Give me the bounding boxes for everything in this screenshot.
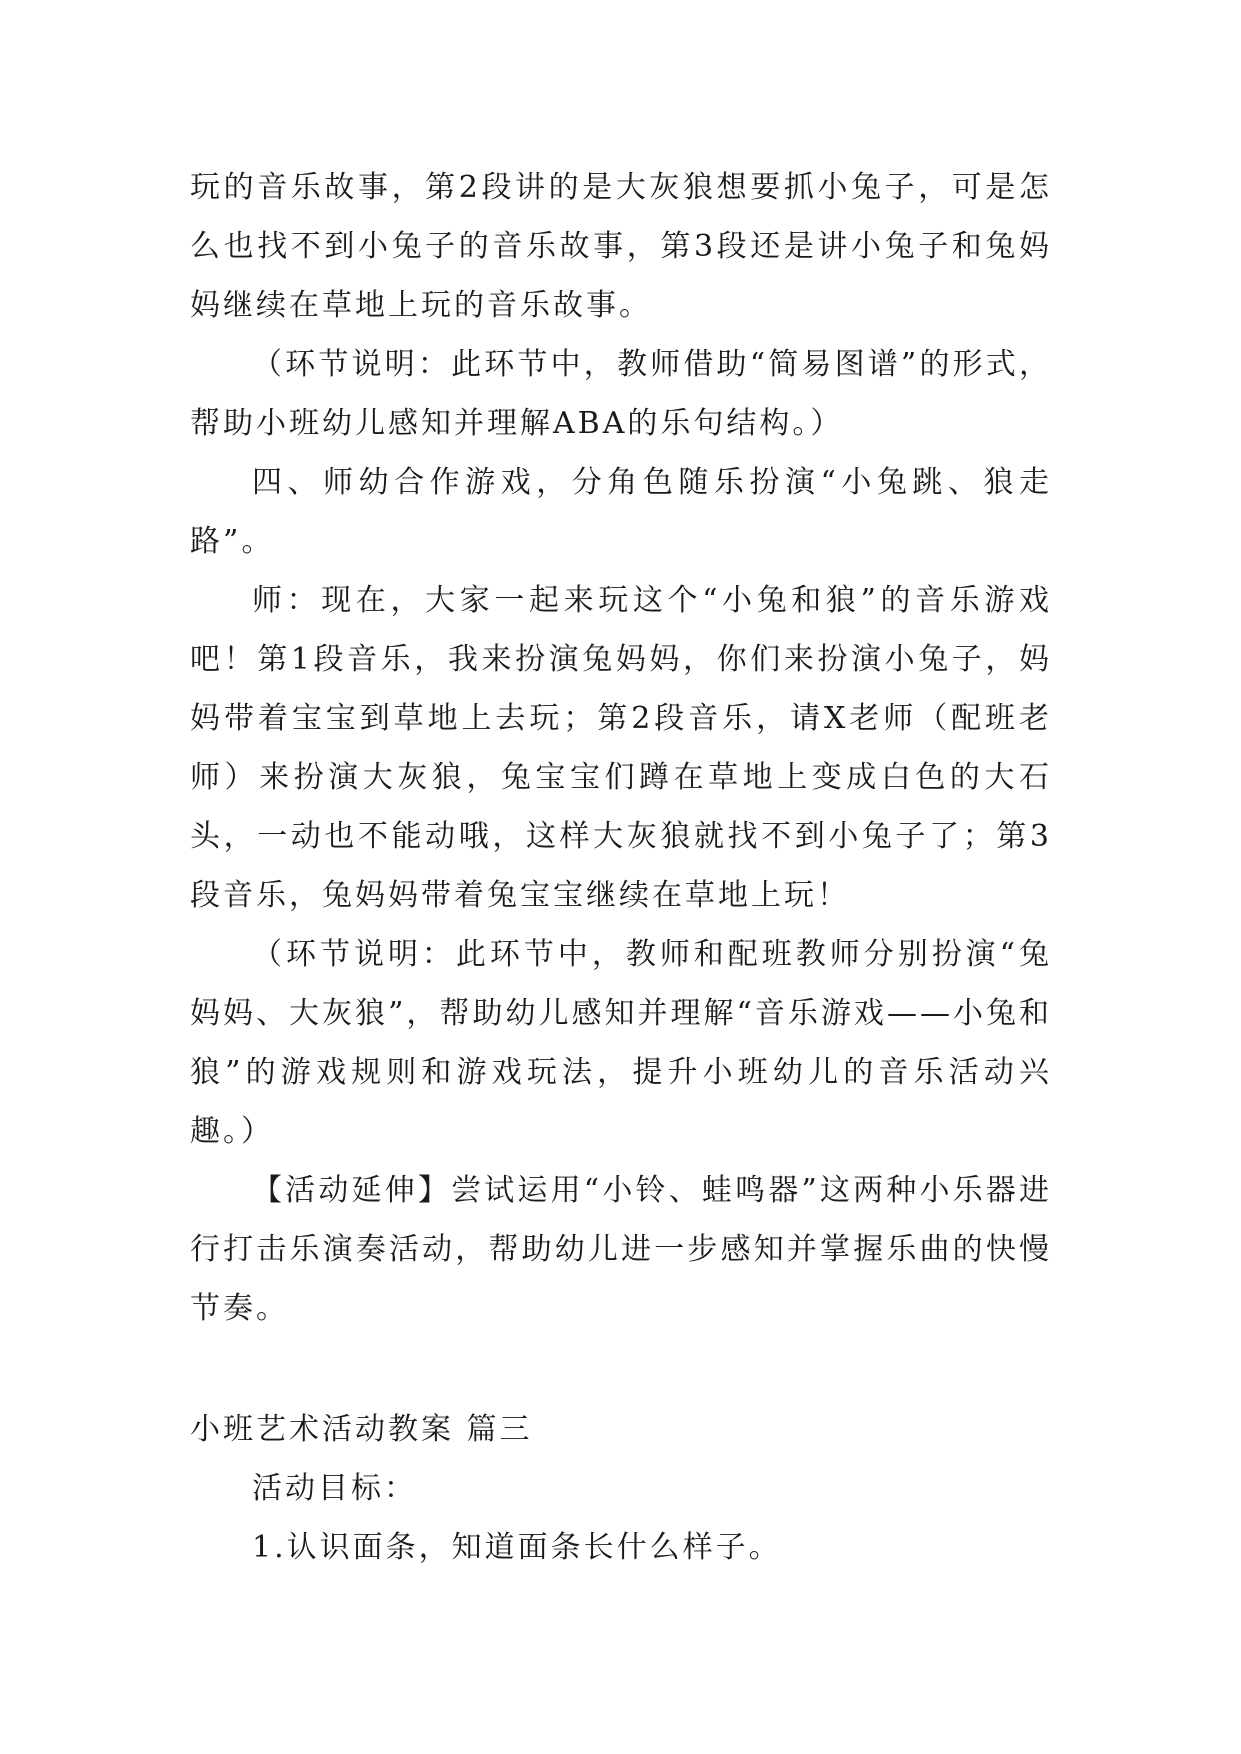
document-body [190,158,1052,1577]
paragraph-teacher-speech: 师：现在，大家一起来玩这个“小兔和狼”的音乐游戏吧！第1段音乐，我来扮演兔妈妈，你们来扮演小兔子，妈妈带着宝宝到草地上去玩；第2段音乐，请X老师（配班老师）来扮演大灰狼，兔宝宝们蹲在草地上变成白色的大石头，一动也不能动哦，这样大灰狼就找不到小兔子了；第3段音乐，兔妈妈带着兔宝宝继续在草地上玩！ [190,583,1052,913]
paragraph-note-2: （环节说明：此环节中，教师和配班教师分别扮演“兔妈妈、大灰狼”，帮助幼儿感知并理解“音乐游戏——小兔和狼”的游戏规则和游戏玩法，提升小班幼儿的音乐活动兴趣。） [190,937,1052,1149]
paragraph-activity-goals: 活动目标： [252,1471,417,1506]
section-heading: 小班艺术活动教案 篇三 [190,1412,533,1447]
paragraph-goal-one: 1.认识面条，知道面条长什么样子。 [252,1530,782,1565]
paragraph-story-continuation: 玩的音乐故事，第2段讲的是大灰狼想要抓小兔子，可是怎么也找不到小兔子的音乐故事，第3段还是讲小兔子和兔妈妈继续在草地上玩的音乐故事。 [190,170,1052,323]
paragraph-step-four: 四、师幼合作游戏，分角色随乐扮演“小兔跳、狼走路”。 [190,465,1052,559]
section-gap [190,1338,1052,1400]
paragraph-note-1: （环节说明：此环节中，教师借助“简易图谱”的形式，帮助小班幼儿感知并理解ABA的乐句结构。） [190,347,1052,441]
paragraph-activity-extension: 【活动延伸】尝试运用“小铃、蛙鸣器”这两种小乐器进行打击乐演奏活动，帮助幼儿进一步感知并掌握乐曲的快慢节奏。 [190,1173,1052,1326]
